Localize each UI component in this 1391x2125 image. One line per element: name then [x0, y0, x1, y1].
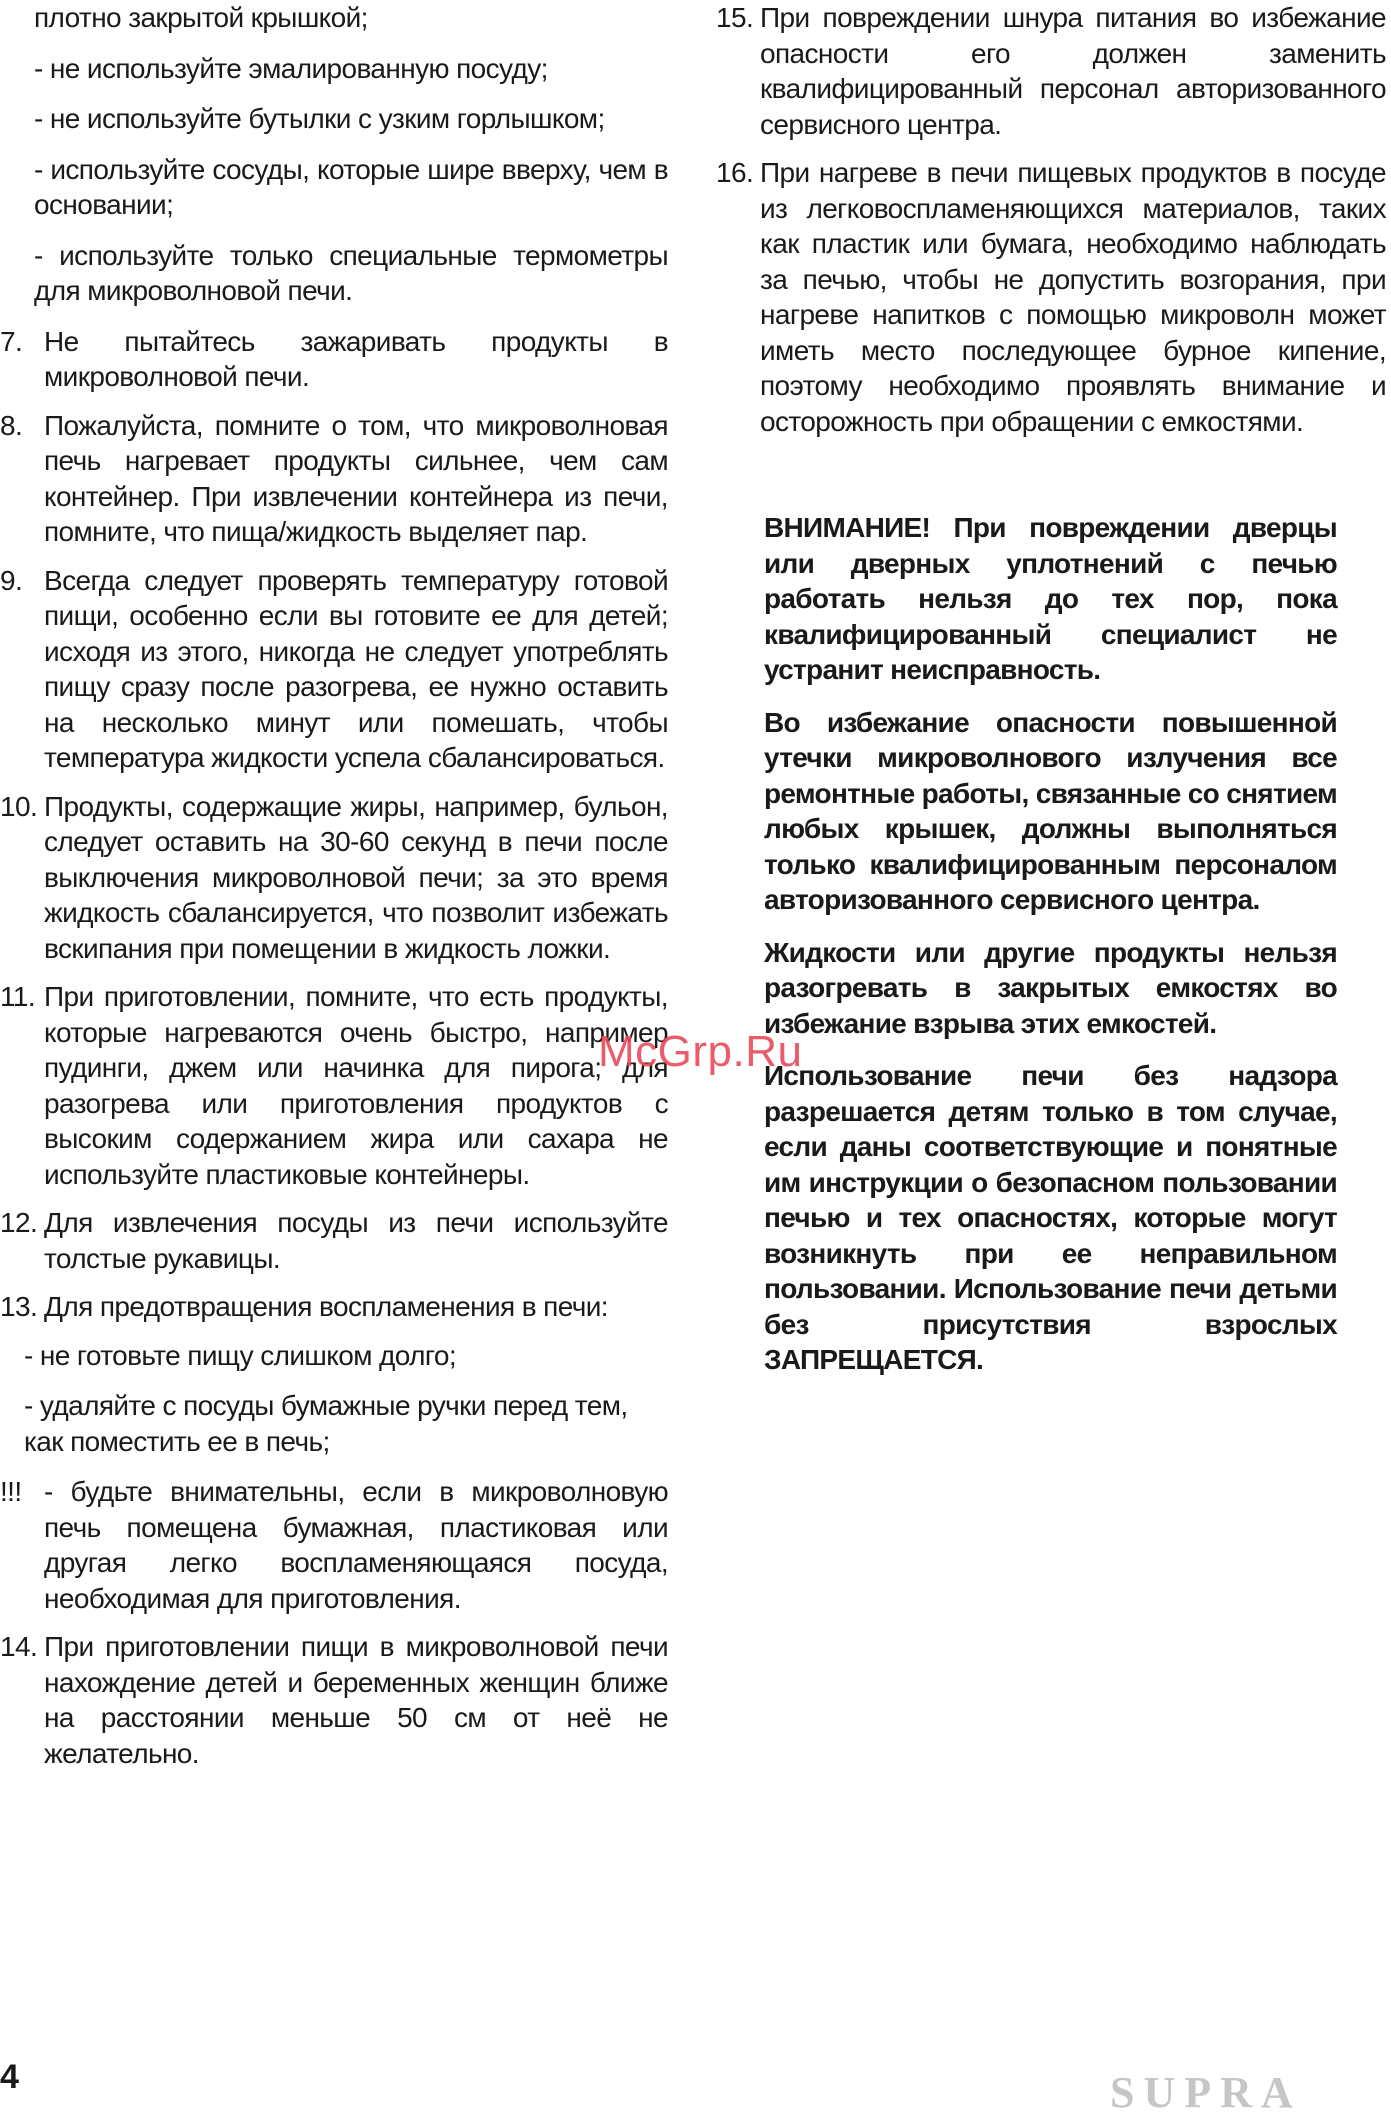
numbered-item-13 — [0, 1289, 668, 1325]
item-text: Продукты, содержащие жиры, например, бульон, следует оставить на 30-60 секунд в печи после выключения микроволновой печи; за это время жидкость сбалансируется, что позволит избежать вскипания при помещении в жидкость ложки. — [44, 790, 668, 964]
item-text: - будьте внимательны, если в микроволновую печь помещена бумажная, пластиковая или другая легко воспламеняющаяся посуда, необходимая для приготовления. — [44, 1476, 668, 1614]
warnings-block — [764, 510, 1337, 1395]
item-text: При приготовлении, помните, что есть продукты, которые нагреваются очень быстро, например пудинги, джем или начинка для пирога; для разогрева или приготовления продуктов с высоким содержанием жира или сахара не используйте пластиковые контейнеры. — [44, 981, 668, 1190]
numbered-item-15 — [716, 0, 1386, 142]
list-item: - используйте только специальные термометры для микроволновой печи. — [34, 239, 668, 306]
warning-paragraph: Использование печи без надзора разрешается детям только в том случае, если даны соответствующие и понятные им инструкции о безопасном пользовании печью и тех опасностях, которые могут возникнуть при ее неправильном пользовании. Использование печи детьми без присутствия взрослых ЗАПРЕЩАЕТСЯ. — [764, 1060, 1337, 1375]
numbered-item-8 — [0, 408, 668, 550]
list-item: - используйте сосуды, которые шире вверху, чем в основании; — [34, 153, 668, 220]
item-text: Пожалуйста, помните о том, что микроволновая печь нагревает продукты сильнее, чем сам контейнер. При извлечении контейнера из печи, помните, что пища/жидкость выделяет пар. — [44, 409, 668, 547]
numbered-item-16 — [716, 155, 1386, 439]
item-number: 9. — [0, 564, 23, 596]
item-number: 12. — [0, 1207, 38, 1238]
exclamation-mark: !!! — [0, 1476, 22, 1507]
left-column — [0, 0, 668, 1784]
brand-logo: SUPRA — [1110, 2068, 1302, 2117]
item-text: Всегда следует проверять температуру готовой пищи, особенно если вы готовите ее для детей; исходя из этого, никогда не следует употреблять пищу сразу после разогрева, ее нужно оставить на несколько минут или помешать, чтобы температура жидкости успела сбалансироваться. — [44, 564, 668, 773]
item-number: 13. — [0, 1291, 38, 1322]
item-text: При повреждении шнура питания во избежание опасности его должен заменить квалифицированный персонал авторизованного сервисного центра. — [760, 2, 1386, 140]
warning-paragraph: Во избежание опасности повышенной утечки микроволнового излучения все ремонтные работы, связанные со снятием любых крышек, должны выполняться только квалифицированным персоналом авторизованного сервисного центра. — [764, 706, 1337, 915]
attention-item — [0, 1474, 668, 1616]
item-number: 8. — [0, 409, 23, 441]
item-number: 16. — [716, 157, 754, 188]
item-number: 7. — [0, 325, 23, 357]
watermark: McGrp.Ru — [598, 1027, 803, 1076]
numbered-item-9 — [0, 563, 668, 776]
list-item: - не используйте эмалированную посуду; — [34, 52, 548, 84]
item-text: При нагреве в печи пищевых продуктов в посуде из легковоспламеняющихся материалов, таких как пластик или бумага, необходимо наблюдать за печью, чтобы не допустить возгорания, при нагреве напитков с помощью микроволн может иметь место последующее бурное кипение, поэтому необходимо проявлять внимание и осторожность при обращении с емкостями. — [760, 157, 1386, 437]
item-text: Не пытайтесь зажаривать продукты в микроволновой печи. — [44, 325, 668, 392]
item-number: 14. — [0, 1631, 38, 1662]
numbered-item-14 — [0, 1629, 668, 1771]
list-item: - удаляйте с посуды бумажные ручки перед тем, как поместить ее в печь; — [24, 1390, 628, 1457]
list-item: - не используйте бутылки с узким горлышком; — [34, 103, 605, 134]
right-column — [716, 0, 1386, 452]
continuation-text: плотно закрытой крышкой; — [34, 2, 368, 33]
numbered-item-11 — [0, 979, 668, 1192]
list-item: - не готовьте пищу слишком долго; — [24, 1339, 457, 1371]
item-text: При приготовлении пищи в микроволновой печи нахождение детей и беременных женщин ближе на расстоянии меньше 50 см от неё не желательно. — [44, 1631, 668, 1769]
warning-paragraph: Жидкости или другие продукты нельзя разогревать в закрытых емкостях во избежание взрыва этих емкостей. — [764, 936, 1337, 1039]
numbered-item-7 — [0, 324, 668, 395]
page-number: 4 — [0, 2058, 19, 2096]
item-number: 11. — [0, 981, 36, 1012]
warning-paragraph: ВНИМАНИЕ! При повреждении дверцы или дверных уплотнений с печью работать нельзя до тех пор, пока квалифицированный специалист не устранит неисправность. — [764, 512, 1337, 685]
item-text: Для предотвращения воспламенения в печи: — [44, 1291, 608, 1322]
numbered-item-12 — [0, 1205, 668, 1276]
item-number: 15. — [716, 2, 754, 33]
item-text: Для извлечения посуды из печи используйте толстые рукавицы. — [44, 1207, 668, 1274]
numbered-item-10 — [0, 789, 668, 967]
item-number: 10. — [0, 790, 38, 822]
